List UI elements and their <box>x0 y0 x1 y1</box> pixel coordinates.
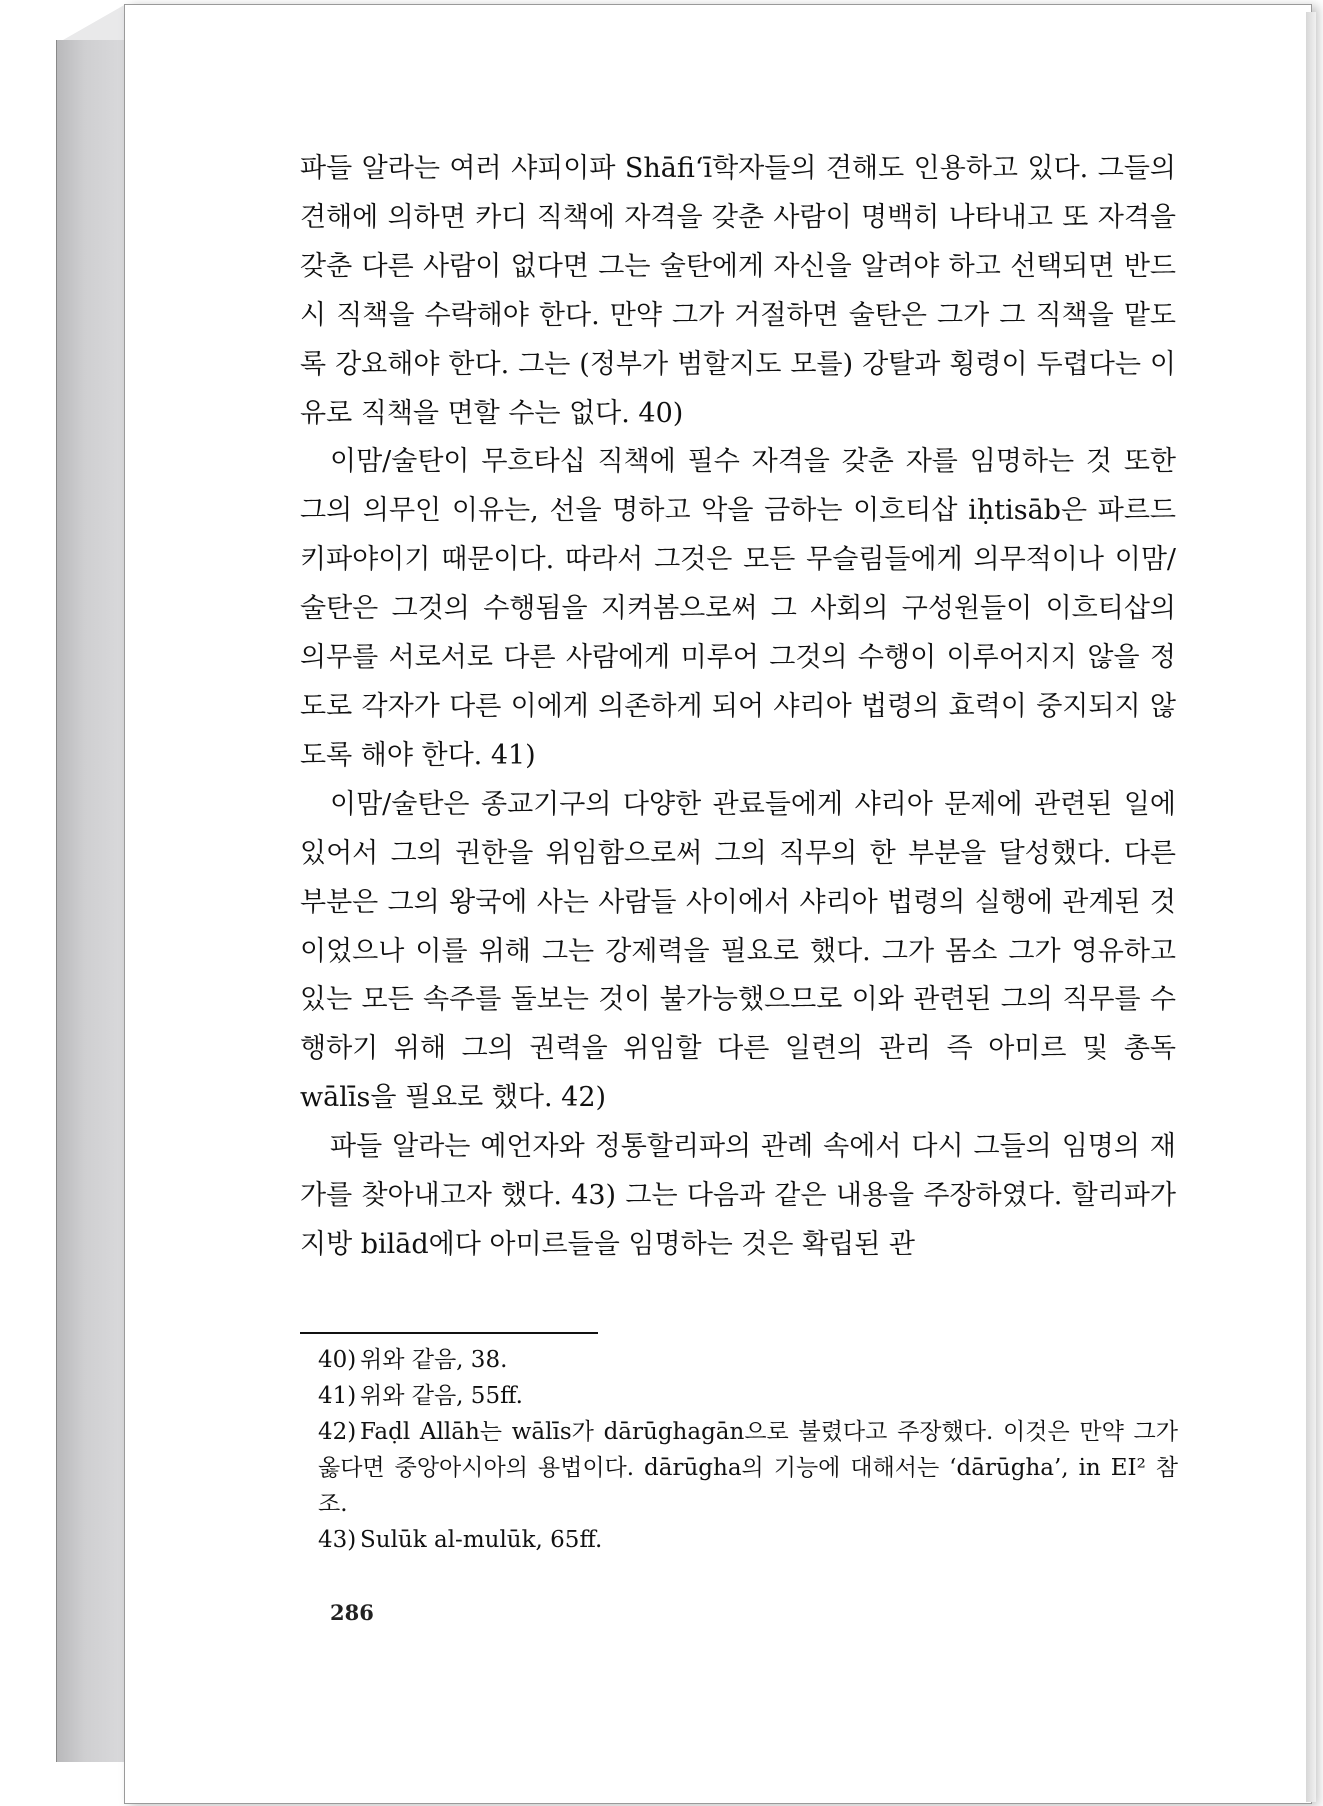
paragraph-3: 이맘/술탄은 종교기구의 다양한 관료들에게 샤리아 문제에 관련된 일에 있어서 그의 권한을 위임함으로써 그의 직무의 한 부분을 달성했다. 다른 부분은 그의 왕국에 사는 사람들 사이에서 샤리아 법령의 실행에 관계된 것이었으나 이를 위해 그는 강제력을 필요로 했다. 그가 몸소 그가 영유하고 있는 모든 속주를 돌보는 것이 불가능했으므로 이와 관련된 그의 직무를 수행하기 위해 그의 권력을 위임할 다른 일련의 관리 즉 아미르 및 총독 wālīs을 필요로 했다. 42) <box>300 788 1176 1114</box>
footnote-divider <box>300 1332 598 1334</box>
page-number: 286 <box>330 1600 374 1625</box>
book-spine-top <box>56 4 126 44</box>
page-edge <box>1306 12 1316 1802</box>
body-text <box>300 145 1176 1270</box>
footnote-text: 위와 같음, 55ff. <box>360 1383 523 1409</box>
footnote-40 <box>318 1342 1178 1378</box>
footnote-number: 42) <box>318 1419 357 1445</box>
paragraph-1: 파들 알라는 여러 샤피이파 Shāfiʻī학자들의 견해도 인용하고 있다. 그들의 견해에 의하면 카디 직책에 자격을 갖춘 사람이 명백히 나타내고 또 자격을 갖춘 다른 사람이 없다면 그는 술탄에게 자신을 알려야 하고 선택되면 반드시 직책을 수락해야 한다. 만약 그가 거절하면 술탄은 그가 그 직책을 맡도록 강요해야 한다. 그는 (정부가 범할지도 모를) 강탈과 횡령이 두렵다는 이유로 직책을 면할 수는 없다. 40) <box>300 153 1176 429</box>
footnote-42 <box>318 1414 1178 1522</box>
footnote-number: 41) <box>318 1383 357 1409</box>
footnote-43 <box>318 1522 1178 1558</box>
footnotes <box>318 1342 1178 1558</box>
paragraph-4: 파들 알라는 예언자와 정통할리파의 관례 속에서 다시 그들의 임명의 재가를 찾아내고자 했다. 43) 그는 다음과 같은 내용을 주장하였다. 할리파가 지방 bilād에다 아미르들을 임명하는 것은 확립된 관 <box>300 1131 1176 1260</box>
footnote-text: 위와 같음, 38. <box>360 1347 508 1373</box>
footnote-text: Faḍl Allāh는 wālīs가 dārūghagān으로 불렸다고 주장했다. 이것은 만약 그가 옳다면 중앙아시아의 용법이다. dārūgha의 기능에 대해서는 ‘dārūgha’, in EI² 참조. <box>318 1419 1178 1517</box>
paragraph-2: 이맘/술탄이 무흐타십 직책에 필수 자격을 갖춘 자를 임명하는 것 또한 그의 의무인 이유는, 선을 명하고 악을 금하는 이흐티삽 iḥtisāb은 파르드 키파야이기 때문이다. 따라서 그것은 모든 무슬림들에게 의무적이나 이맘/술탄은 그것의 수행됨을 지켜봄으로써 그 사회의 구성원들이 이흐티삽의 의무를 서로서로 다른 사람에게 미루어 그것의 수행이 이루어지지 않을 정도로 각자가 다른 이에게 의존하게 되어 샤리아 법령의 효력이 중지되지 않도록 해야 한다. 41) <box>300 446 1176 771</box>
footnote-text: Sulūk al-mulūk, 65ff. <box>360 1527 603 1553</box>
footnote-41 <box>318 1378 1178 1414</box>
book-spine <box>56 40 127 1762</box>
footnote-number: 40) <box>318 1347 357 1373</box>
footnote-number: 43) <box>318 1527 357 1553</box>
